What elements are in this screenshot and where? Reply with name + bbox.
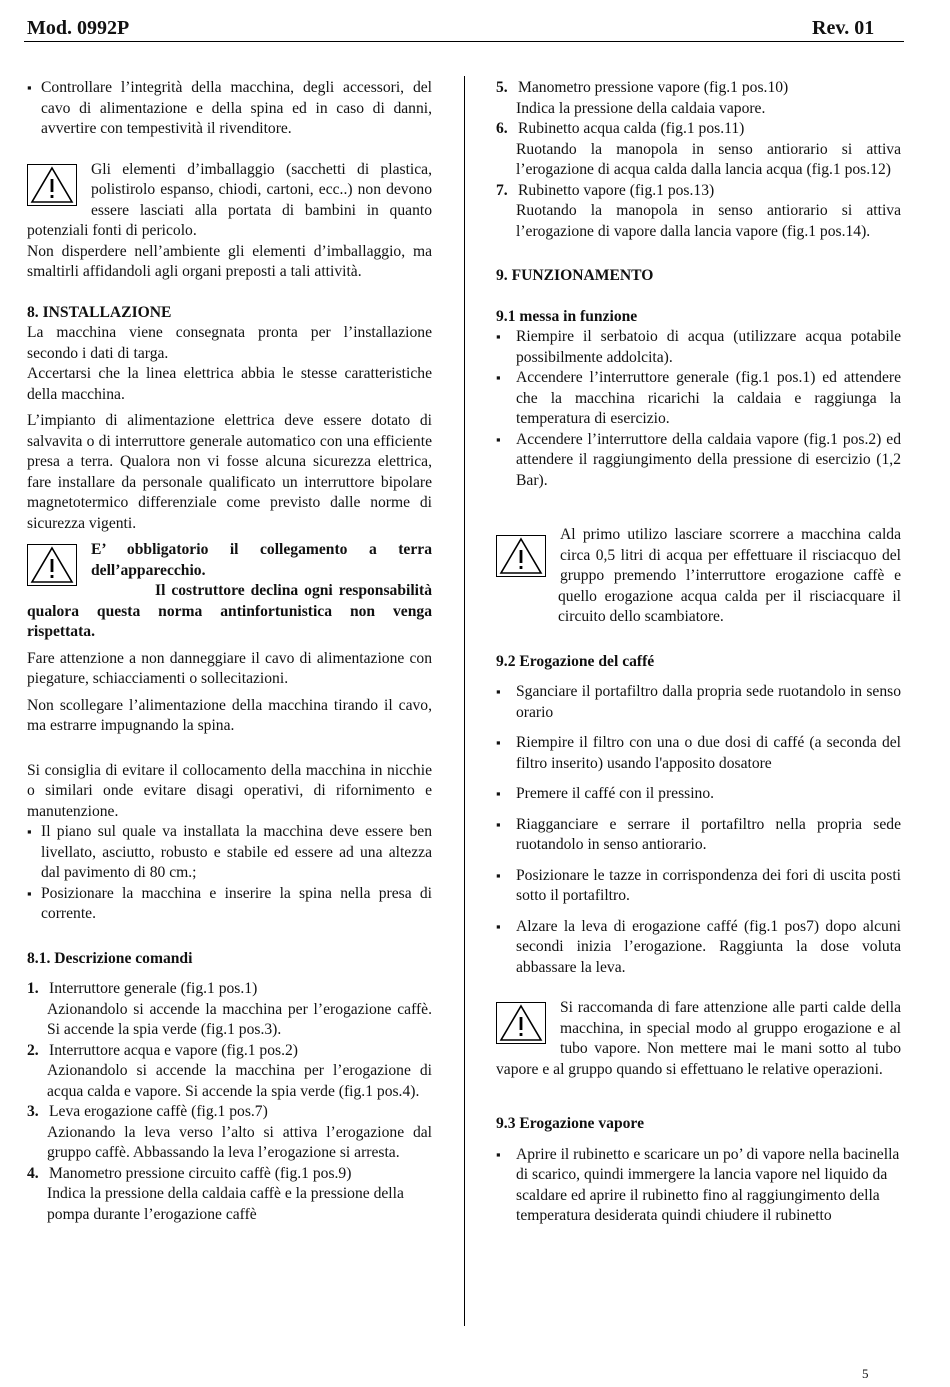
command-item-3: 3. Leva erogazione caffè (fig.1 pos.7) [27,1103,268,1120]
command-item-6-desc: Ruotando la manopola in senso antiorario si attiva l’erogazione di acqua calda dalla lancia acqua (fig.1 pos.12) [516,140,901,178]
warning-packaging-disposal: Non disperdere nell’ambiente gli elementi d’imballaggio, ma smaltirli affidandoli agli organi preposti a tali attività. [27,242,432,280]
bullet-raise-lever: ▪ Alzare la leva di erogazione caffé (fig.1 pos7) dopo alcuni secondi inizia l’erogazione. Raggiunta la dose voluta abbassare la leva. [496,917,901,979]
bullet-fill-filter: ▪ Riempire il filtro con una o due dosi di caffé (a seconda del filtro inserito) usando l'apposito dosatore [496,733,901,774]
command-item-7-desc: Ruotando la manopola in senso antiorario si attiva l’erogazione di vapore dalla lancia vapore (fig.1 pos.14). [516,202,901,240]
page-number: 5 [862,1366,869,1381]
warning-packaging-text: Gli elementi d’imballaggio (sacchetti di plastica, polistirolo espanso, chiodi, cartoni, ecc..) non devono essere lasciati alla portata di bambini in quanto potenziali fonti di pericolo. [27,160,432,239]
warning-icon [27,164,77,206]
command-item-6: 6. Rubinetto acqua calda (fig.1 pos.11) [496,120,745,137]
warning-hot-parts-text: Si raccomanda di fare attenzione alle parti calde della macchina, in special modo al gruppo erogazione e al tubo vapore. Non mettere mai le mani sotto al tubo vapore e al gruppo quando si effettuano le relative operazioni. [496,999,901,1078]
warning-hot-parts [496,998,901,1080]
left-column [27,78,432,1225]
section-heading-funzionamento: 9. FUNZIONAMENTO [496,267,654,284]
command-item-2: 2. Interruttore acqua e vapore (fig.1 pos.2) [27,1041,298,1059]
warning-first-use [496,525,901,628]
header-rule [24,41,904,42]
section-heading-erogazione-vapore: 9.3 Erogazione vapore [496,1115,644,1132]
warning-liability-text: Il costruttore declina ogni responsabilità qualora questa norma antinfortunistica non venga rispettata. [27,582,432,640]
warning-icon [496,1002,546,1044]
bullet-position-cups: ▪ Posizionare le tazze in corrispondenza dei fori di uscita posti sotto il portafiltro. [496,866,901,907]
warning-packaging [27,160,432,283]
warning-first-use-text: Al primo utilizo lasciare scorrere a macchina calda circa 0,5 litri di acqua per effettuare il risciacquo del gruppo premendo l’interruttore erogazione caffè e quello erogazione acqua calda per il risciacquare il circuito dello scambiatore. [558,526,901,625]
warning-icon [27,544,77,586]
command-item-5: 5. Manometro pressione vapore (fig.1 pos.10) [496,79,789,96]
warning-grounding [27,540,432,643]
bullet-position-plug: ▪ Posizionare la macchina e inserire la spina nella presa di corrente. [27,884,432,925]
column-divider [464,76,465,1326]
bullet-fill-tank: ▪ Riempire il serbatoio di acqua (utilizzare acqua potabile possibilmente addolcita). [496,327,901,368]
revision: Rev. 01 [812,17,875,39]
bullet-reattach-portafilter: ▪ Riagganciare e serrare il portafiltro nella propria sede ruotandolo in senso antiorario. [496,815,901,856]
section-heading-descrizione-comandi: 8.1. Descrizione comandi [27,949,193,967]
warning-grounding-text: E’ obbligatorio il collegamento a terra dell’apparecchio. [91,541,432,579]
command-item-4-desc: Indica la pressione della caldaia caffè e la pressione della pompa durante l’erogazione caffè [47,1185,404,1223]
command-item-4: 4. Manometro pressione circuito caffè (fig.1 pos.9) [27,1164,352,1182]
warning-icon [496,535,546,577]
model-code: Mod. 0992P [27,17,130,39]
install-paragraph-5: Non scollegare l’alimentazione della macchina tirando il cavo, ma estrarre impugnando la spina. [27,696,432,734]
bullet-check-integrity: ▪ Controllare l’integrità della macchina, degli accessori, del cavo di alimentazione e della spina ed in caso di danni, avvertire con tempestività il rivenditore. [27,78,432,140]
bullet-main-switch: ▪ Accendere l’interruttore generale (fig.1 pos.1) ed attendere che la macchina ricarichi la caldaia e raggiunga la temperatura di esercizio. [496,368,901,430]
install-paragraph-2: Accertarsi che la linea elettrica abbia le stesse caratteristiche della macchina. [27,365,432,403]
command-item-5-desc: Indica la pressione della caldaia vapore. [516,99,766,117]
command-item-2-desc: Azionandolo si accende la macchina per l’erogazione di acqua calda e vapore. Si accende la spia verde (fig.1 pos.4). [47,1062,432,1100]
install-paragraph-1: La macchina viene consegnata pronta per l’installazione secondo i dati di targa. [27,324,432,362]
bullet-open-steam-valve: ▪ Aprire il rubinetto e scaricare un po’ di vapore nella bacinella di scarico, quindi immergere la lancia vapore nel liquido da scaldare ed aprire il rubinetto fino al raggiungimento della temperatura desiderata quindi chiudere il rubinetto [496,1145,901,1227]
command-item-7: 7. Rubinetto vapore (fig.1 pos.13) [496,181,715,199]
section-heading-installazione: 8. INSTALLAZIONE [27,303,172,321]
bullet-unhook-portafilter: ▪ Sganciare il portafiltro dalla propria sede ruotandolo in senso orario [496,682,901,723]
install-paragraph-4: Fare attenzione a non danneggiare il cavo di alimentazione con piegature, schiacciamenti o sollecitazioni. [27,649,432,687]
bullet-level-surface: ▪ Il piano sul quale va installata la macchina deve essere ben livellato, asciutto, robusto e stabile ed essere ad una altezza dal pavimento di 80 cm.; [27,822,432,884]
command-item-3-desc: Azionando la leva verso l’alto si attiva l’erogazione dal gruppo caffè. Abbassando la leva l’erogazione si arresta. [47,1123,432,1161]
section-heading-messa-in-funzione: 9.1 messa in funzione [496,307,638,325]
install-paragraph-3: L’impianto di alimentazione elettrica deve essere dotato di salvavita o di interruttore generale automatico con una efficiente presa a terra. Qualora non vi fosse alcuna sicurezza elettrica, fare installare da personale qualificato un interruttore bipolare magnetotermico differenziale come previsto dalle norme di sicurezza vigenti. [27,412,432,532]
install-paragraph-6: Si consiglia di evitare il collocamento della macchina in nicchie o similari onde evitare disagi operativi, di rifornimento e manutenzione. [27,761,432,820]
section-heading-erogazione-caffe: 9.2 Erogazione del caffé [496,652,655,670]
command-item-1-desc: Azionandolo si accende la macchina per l’erogazione caffè. Si accende la spia verde (fig.1 pos.3). [47,1000,432,1038]
bullet-tamp-coffee: ▪ Premere il caffé con il pressino. [496,784,901,805]
right-column [496,78,901,1227]
command-item-1: 1. Interruttore generale (fig.1 pos.1) [27,980,258,997]
bullet-steam-boiler: ▪ Accendere l’interruttore della caldaia vapore (fig.1 pos.2) ed attendere il raggiungimento della pressione di esercizio (1,2 Bar). [496,430,901,492]
